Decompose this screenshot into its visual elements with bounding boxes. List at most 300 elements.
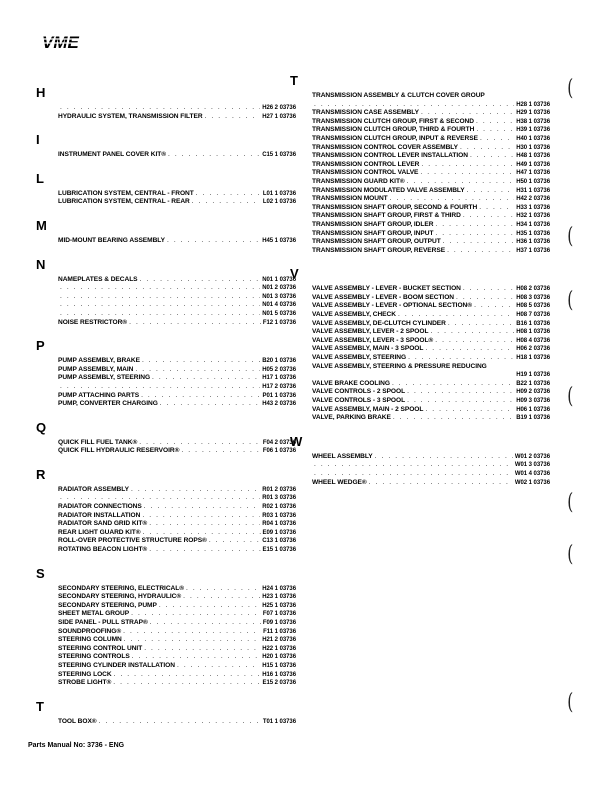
index-entry [58,284,296,293]
dot-leader [114,671,261,680]
dot-leader [150,619,261,628]
index-entry [58,276,296,285]
entry-page-code: H18 1 03736 [516,355,550,362]
index-entry [58,546,296,555]
index-entry [312,380,550,389]
entry-title: VALVE, PARKING BRAKE [312,414,391,422]
entry-title: VALVE ASSEMBLY - LEVER - BOOM SECTION [312,293,455,301]
dot-leader [463,285,514,294]
index-entry [58,310,296,319]
dot-leader [139,439,261,448]
entry-title: VALVE BRAKE COOLING [312,379,390,387]
index-section-m [36,217,296,246]
entry-page-code: H26 2 03736 [262,105,296,111]
logo-text: VME [42,33,79,51]
entry-page-code: H47 1 03736 [516,170,550,177]
index-entry [58,400,296,409]
index-entry [58,439,296,448]
entry-title: STEERING COLUMN [58,636,122,644]
dot-leader [141,392,260,401]
section-letter: Q [36,419,47,435]
index-section-v [290,266,550,423]
dot-leader [196,190,261,199]
dot-leader [160,400,260,409]
index-section-l [36,170,296,207]
entry-page-code: H08 2 03736 [516,286,550,293]
dot-leader [131,610,261,619]
index-section-h [36,85,296,121]
entry-page-code: H08 4 03736 [516,337,550,344]
dot-leader [443,238,514,247]
entry-title: TRANSMISSION CLUTCH GROUP, FIRST & SECOND [312,117,474,125]
dot-leader [447,247,514,256]
index-entry [58,151,296,160]
section-letter: W [290,433,303,449]
entry-title: TRANSMISSION MOUNT [312,195,388,203]
entry-page-code: H31 1 03736 [516,187,550,194]
index-entry [312,169,550,178]
binder-hole-mark: ( [567,542,574,567]
dot-leader [430,328,514,337]
index-entry [312,247,550,256]
dot-leader [60,494,260,503]
dot-leader [123,628,261,637]
index-entry [58,319,296,328]
entry-title: LUBRICATION SYSTEM, CENTRAL - REAR [58,198,190,206]
entry-title: TRANSMISSION GUARD KIT® [312,177,405,185]
index-section-r [36,466,296,555]
entry-title: INSTRUMENT PANEL COVER KIT® [58,151,167,159]
entry-page-code: H06 1 03736 [516,406,550,413]
entry-page-code: H16 1 03736 [262,671,296,678]
dot-leader [392,380,514,389]
entry-title: VALVE ASSEMBLY, MAIN - 2 SPOOL [312,405,424,413]
entry-title: VALVE ASSEMBLY, LEVER - 3 SPOOL® [312,336,434,344]
entry-page-code: B20 1 03736 [262,358,296,365]
entry-title: MID-MOUNT BEARING ASSEMBLY [58,236,166,244]
index-entry [312,109,550,118]
index-entry [312,328,550,337]
index-entry [312,144,550,153]
entry-title: TRANSMISSION CONTROL VALVE [312,169,419,177]
index-entry [312,230,550,239]
dot-leader [60,301,260,310]
dot-leader [435,221,514,230]
index-section-w [290,433,550,487]
footer-manual-number: Parts Manual No: 3736 - ENG [28,742,125,749]
entry-title: RADIATOR CONNECTIONS [58,503,142,511]
dot-leader [375,453,513,462]
dot-leader [183,593,260,602]
entry-page-code: T01 1 03736 [262,718,296,725]
entry-title: SECONDARY STEERING, PUMP [58,601,157,609]
index-entry [58,718,296,727]
dot-leader [470,152,514,161]
entry-title: ROTATING BEACON LIGHT® [58,546,148,554]
binder-hole-mark: ( [567,76,574,101]
entry-title: STROBE LIGHT® [58,679,112,687]
section-letter: H [36,85,46,100]
entry-title: STEERING CONTROL UNIT [58,644,143,652]
index-entry [58,636,296,645]
entry-title: QUICK FILL HYDRAULIC RESERVOIR® [58,447,180,455]
entry-page-code: R01 3 03736 [262,495,296,502]
entry-title: TOOL BOX® [58,717,97,725]
entry-page-code: H21 2 03736 [262,637,296,644]
entry-page-code: L01 1 03736 [262,190,296,197]
section-letter: T [290,73,298,88]
index-entry [312,126,550,135]
index-entry [58,593,296,602]
dot-leader [181,447,260,456]
entry-page-code: H25 1 03736 [262,602,296,609]
index-entry [312,371,550,380]
entry-page-code: H24 1 03736 [262,585,296,592]
dot-leader [142,512,260,521]
entry-page-code: H43 2 03736 [262,401,296,408]
dot-leader [149,546,260,555]
entry-title: VALVE ASSEMBLY, STEERING [312,354,407,362]
index-entry [312,320,550,329]
index-entry [312,118,550,127]
index-entry [58,585,296,594]
dot-leader [425,406,514,415]
entry-title: VALVE ASSEMBLY, DE-CLUTCH CYLINDER [312,319,446,327]
entry-title: SOUNDPROOFING® [58,627,122,635]
index-entry [58,113,296,122]
dot-leader [140,276,261,285]
dot-leader [369,479,513,488]
index-entry [58,383,296,392]
index-section-t [290,73,550,255]
entry-page-code: H08 7 03736 [516,312,550,319]
entry-title: PUMP ATTACHING PARTS [58,391,140,399]
index-entry [58,357,296,366]
entry-page-code: H28 1 03736 [516,101,550,108]
entry-page-code: H17 2 03736 [262,383,296,390]
entry-title: SIDE PANEL - PULL STRAP® [58,619,148,626]
binder-hole-mark: ( [567,224,574,249]
entry-page-code: W01 4 03736 [514,470,550,477]
entry-title: PUMP ASSEMBLY, BRAKE [58,357,140,365]
entry-page-code: B19 1 03736 [516,415,550,422]
section-letter: I [36,132,40,148]
entry-page-code: N01 4 03736 [262,302,296,309]
entry-page-code: F09 1 03736 [262,620,296,626]
dot-leader [177,662,260,671]
index-entry [312,152,550,161]
dot-leader [314,461,513,470]
index-entry [58,301,296,310]
entry-page-code: H09 3 03736 [516,398,550,404]
entry-title: VALVE ASSEMBLY - LEVER - OPTIONAL SECTION® [312,302,473,310]
dot-leader [60,104,260,113]
entry-page-code: H42 2 03736 [516,196,550,203]
index-entry [312,92,550,101]
dot-leader [99,718,261,727]
index-entry [58,486,296,495]
entry-title: RADIATOR ASSEMBLY [58,485,129,493]
entry-page-code: W02 1 03736 [514,479,550,486]
entry-title: SECONDARY STEERING, ELECTRICAL® [58,584,185,592]
entry-page-code: N01 5 03736 [262,310,296,317]
entry-title: TRANSMISSION ASSEMBLY & CLUTCH COVER GROUP [312,92,485,99]
index-entry [312,187,550,196]
entry-title: WHEEL WEDGE® [312,478,367,486]
entry-page-code: H48 1 03736 [516,153,550,160]
entry-page-code: H06 2 03736 [516,346,550,353]
entry-page-code: H08 1 03736 [516,329,550,336]
dot-leader [186,585,260,594]
index-entry [312,354,550,363]
entry-page-code: E15 2 03736 [262,680,296,687]
dot-leader [314,470,513,479]
entry-title: TRANSMISSION CASE ASSEMBLY [312,109,420,117]
binder-hole-mark: ( [567,490,574,515]
entry-title: TRANSMISSION SHAFT GROUP, FIRST & THIRD [312,212,461,220]
index-entry [312,345,550,354]
index-entry [58,671,296,680]
section-letter: P [36,338,45,354]
index-section-s [36,565,296,688]
index-entry [58,198,296,207]
index-entry [58,374,296,383]
section-letter: R [36,466,46,482]
index-section-t [36,698,296,727]
entry-title: SHEET METAL GROUP [58,610,130,618]
index-entry [58,610,296,619]
dot-leader [448,320,514,329]
entry-page-code: H35 1 03736 [516,230,550,237]
dot-leader [425,345,514,354]
dot-leader [167,237,260,246]
entry-page-code: H30 1 03736 [516,144,550,151]
index-entry [58,520,296,529]
entry-page-code: W01 2 03736 [514,453,550,460]
entry-title: TRANSMISSION CONTROL LEVER INSTALLATION [312,152,468,160]
entry-title: VALVE ASSEMBLY, LEVER - 2 SPOOL [312,328,429,336]
index-entry [58,619,296,628]
binder-hole-mark: ( [567,690,574,715]
entry-title: TRANSMISSION CONTROL COVER ASSEMBLY [312,143,459,151]
entry-page-code: N01 2 03736 [262,285,296,292]
entry-page-code: L02 1 03736 [262,199,296,206]
dot-leader [408,354,514,363]
entry-page-code: H39 1 03736 [516,127,550,134]
index-section-n [36,256,296,328]
dot-leader [113,679,260,688]
entry-page-code: H27 1 03736 [262,113,296,120]
dot-leader [398,311,514,320]
entry-page-code: R04 1 03736 [262,521,296,528]
entry-page-code: H32 1 03736 [516,213,550,220]
dot-leader [476,118,514,127]
index-entry [312,195,550,204]
dot-leader [168,151,260,160]
entry-page-code: B22 1 03736 [516,380,550,387]
index-entry [312,406,550,415]
dot-leader [480,135,514,144]
entry-title: VALVE ASSEMBLY - LEVER - BUCKET SECTION [312,285,461,293]
entry-page-code: E15 1 03736 [262,547,296,554]
index-entry [58,392,296,401]
index-entry [58,104,296,113]
entry-title: TRANSMISSION SHAFT GROUP, OUTPUT [312,238,441,246]
index-entry [58,190,296,199]
entry-title: REAR LIGHT GUARD KIT® [58,528,141,536]
entry-title: SECONDARY STEERING, HYDRAULIC® [58,593,182,601]
dot-leader [124,636,260,645]
index-entry [312,397,550,406]
entry-title: TRANSMISSION CLUTCH GROUP, THIRD & FOURTH [312,126,475,134]
index-entry [312,221,550,230]
dot-leader [479,204,514,213]
entry-title: TRANSMISSION SHAFT GROUP, IDLER [312,220,434,228]
index-entry [58,628,296,637]
index-entry [58,494,296,503]
index-entry [58,293,296,302]
entry-page-code: H29 1 03736 [516,110,550,117]
dot-leader [421,161,514,170]
dot-leader [435,230,514,239]
index-entry [58,366,296,375]
index-entry [312,363,550,372]
entry-page-code: H09 2 03736 [516,389,550,396]
entry-page-code: N01 1 03736 [262,276,296,283]
index-entry [312,337,550,346]
index-entry [58,602,296,611]
entry-page-code: H17 1 03736 [262,375,296,382]
section-letter: M [36,217,47,233]
index-entry [312,212,550,221]
entry-title: VALVE ASSEMBLY, STEERING & PRESSURE REDUCING [312,362,487,370]
entry-page-code: H05 2 03736 [262,366,296,373]
dot-leader [463,212,514,221]
entry-title: STEERING CONTROLS [58,653,130,661]
entry-page-code: H36 1 03736 [516,239,550,246]
index-entry [58,447,296,456]
entry-title: NAMEPLATES & DECALS [58,275,138,283]
dot-leader [467,187,515,196]
dot-leader [314,101,514,110]
entry-title: PUMP ASSEMBLY, STEERING [58,374,151,382]
entry-title: RADIATOR SAND GRID KIT® [58,520,148,528]
index-entry [312,388,550,397]
index-entry [58,679,296,688]
dot-leader [60,310,260,319]
entry-title: LUBRICATION SYSTEM, CENTRAL - FRONT [58,189,194,197]
entry-page-code: C15 1 03736 [262,152,296,159]
entry-page-code: H45 1 03736 [262,237,296,244]
entry-title: VALVE ASSEMBLY, CHECK [312,311,396,319]
dot-leader [476,126,514,135]
dot-leader [60,284,260,293]
entry-page-code: E09 1 03736 [262,529,296,536]
section-letter: T [36,698,44,714]
entry-page-code: R01 2 03736 [262,486,296,493]
entry-title: VALVE ASSEMBLY, MAIN - 3 SPOOL [312,345,424,353]
index-column-left [36,85,296,738]
index-entry [312,161,550,170]
index-entry [312,479,550,488]
index-entry [312,414,550,423]
dot-leader [60,293,260,302]
dot-leader [129,319,261,328]
entry-page-code: H40 1 03736 [516,135,550,142]
section-letter: S [36,565,45,581]
entry-page-code: H08 3 03736 [516,294,550,301]
dot-leader [390,195,515,204]
entry-page-code: H08 5 03736 [516,303,550,310]
entry-title: QUICK FILL FUEL TANK® [58,438,138,446]
index-section-q [36,419,296,456]
index-section-i [36,132,296,160]
dot-leader [393,414,514,423]
dot-leader [135,366,260,375]
entry-title: NOISE RESTRICTOR® [58,318,128,326]
dot-leader [192,198,261,207]
entry-page-code: F07 1 03736 [262,611,296,618]
entry-title: TRANSMISSION SHAFT GROUP, REVERSE [312,246,446,254]
entry-page-code: R02 1 03736 [262,504,296,511]
dot-leader [209,537,260,546]
dot-leader [460,144,514,153]
dot-leader [142,357,260,366]
entry-title: PUMP, CONVERTER CHARGING [58,400,158,408]
dot-leader [149,520,260,529]
index-entry [58,237,296,246]
entry-page-code: P01 1 03736 [262,392,296,399]
entry-page-code: F04 2 03736 [262,439,296,446]
entry-title: TRANSMISSION MODULATED VALVE ASSEMBLY [312,186,465,194]
entry-page-code: B16 1 03736 [516,320,550,327]
entry-title: STEERING LOCK [58,670,112,678]
entry-title: TRANSMISSION SHAFT GROUP, INPUT [312,229,434,237]
index-entry [312,461,550,470]
dot-leader [159,602,260,611]
entry-title: TRANSMISSION SHAFT GROUP, SECOND & FOURTH [312,203,478,211]
entry-page-code: H50 1 03736 [516,178,550,185]
entry-page-code: F12 1 03736 [262,319,296,326]
index-entry [312,238,550,247]
entry-title: TRANSMISSION CLUTCH GROUP, INPUT & REVERSE [312,134,478,142]
index-entry [312,135,550,144]
entry-page-code: H15 1 03736 [262,662,296,669]
entry-page-code: H33 1 03736 [516,204,550,211]
entry-page-code: F06 1 03736 [262,448,296,455]
dot-leader [205,113,261,122]
dot-leader [144,645,260,654]
dot-leader [144,503,260,512]
index-section-p [36,338,296,409]
entry-page-code: H19 1 03736 [516,372,550,379]
entry-title: TRANSMISSION CONTROL LEVER [312,160,420,168]
index-entry [58,503,296,512]
vme-logo [42,33,90,51]
dot-leader [407,397,514,406]
dot-leader [407,388,514,397]
entry-page-code: R03 1 03736 [262,512,296,519]
section-letter: V [290,266,299,282]
entry-title: STEERING CYLINDER INSTALLATION [58,661,175,669]
index-entry [312,453,550,462]
index-entry [312,470,550,479]
dot-leader [152,374,260,383]
section-letter: N [36,256,46,272]
entry-page-code: H49 1 03736 [516,161,550,168]
entry-title: ROLL-OVER PROTECTIVE STRUCTURE ROPS® [58,537,207,545]
index-entry [58,653,296,662]
